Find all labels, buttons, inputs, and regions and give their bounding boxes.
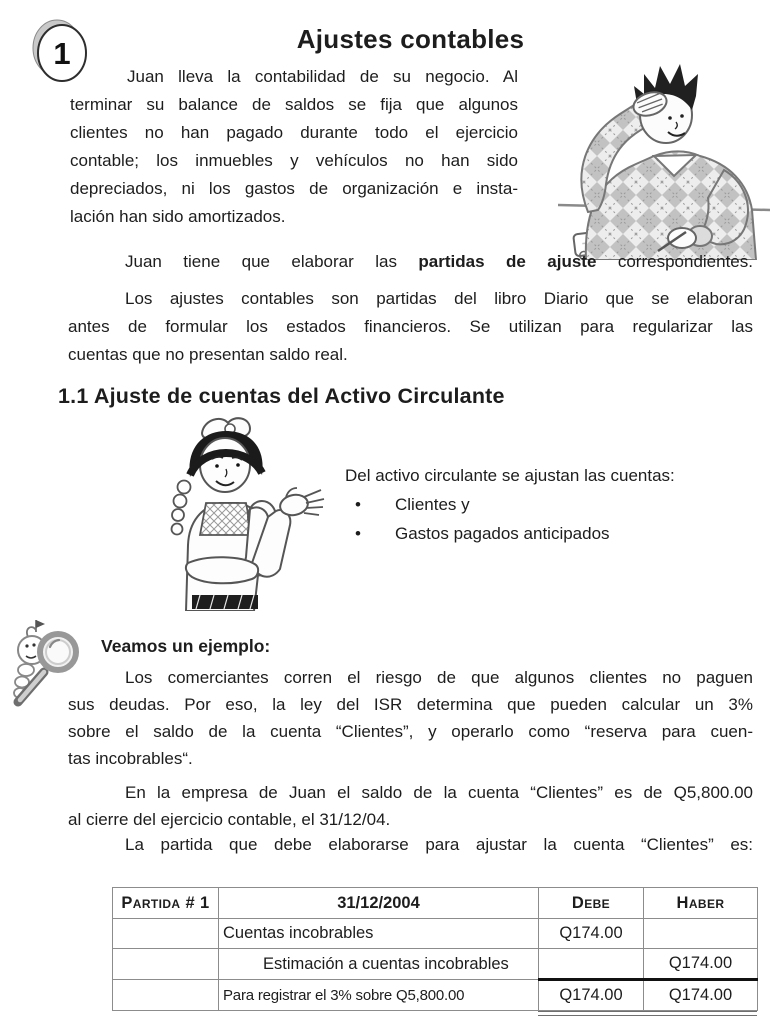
example-line: En la empresa de Juan el saldo de la cuenta “Clientes” es de Q5,800.00 xyxy=(125,783,753,802)
debe-header-cell: Debe xyxy=(539,888,644,919)
woman-presenting-illustration xyxy=(146,413,332,611)
task-text-pre: Juan tiene que elaborar las xyxy=(125,252,419,271)
man-writing-illustration xyxy=(558,52,770,260)
task-text-bold: partidas de ajuste xyxy=(418,252,597,271)
definition-line: Los ajustes contables son partidas del libro Diario que se elaboran xyxy=(125,289,753,308)
man-writing-icon xyxy=(558,52,770,260)
haber-cell: Q174.00 xyxy=(644,949,758,980)
intro-line: depreciados, ni los gastos de organización e insta- xyxy=(70,179,518,198)
list-item xyxy=(345,519,725,548)
intro-line: clientes no han pagado durante todo el ejercicio xyxy=(70,123,518,142)
chapter-number: 1 xyxy=(53,36,71,71)
bullet-icon: • xyxy=(355,524,361,543)
example-line: tas incobrables“. xyxy=(68,749,193,768)
haber-header-cell: Haber xyxy=(644,888,758,919)
definition-paragraph xyxy=(68,285,753,369)
table-row xyxy=(113,980,758,1011)
intro-paragraph xyxy=(70,63,518,231)
example-line: La partida que debe elaborarse para ajustar la cuenta “Clientes” es: xyxy=(125,835,753,854)
table-row xyxy=(113,949,758,980)
account-cell: Cuentas incobrables xyxy=(219,919,539,949)
woman-presenting-icon xyxy=(146,413,332,611)
intro-line: lación han sido amortizados. xyxy=(70,207,286,226)
intro-line: terminar su balance de saldos se fija que algunos xyxy=(70,95,518,114)
debe-cell: Q174.00 xyxy=(539,980,644,1011)
intro-line: Juan lleva la contabilidad de su negocio. Al xyxy=(127,67,518,86)
list-item-label: Clientes y xyxy=(395,495,470,514)
account-cell: Estimación a cuentas incobrables xyxy=(219,949,539,980)
example-line: al cierre del ejercicio contable, el 31/12/04. xyxy=(68,810,391,829)
haber-cell xyxy=(644,919,758,949)
task-paragraph xyxy=(68,248,753,276)
example-line: sobre el saldo de la cuenta “Clientes”, y operarlo como “reserva para cuen- xyxy=(68,722,753,741)
partida-cell xyxy=(113,980,219,1011)
example-line: sus deudas. Por eso, la ley del ISR determina que pueden calcular un 3% xyxy=(68,695,753,714)
partida-cell xyxy=(113,949,219,980)
example-paragraph-3 xyxy=(68,831,753,858)
definition-line: cuentas que no presentan saldo real. xyxy=(68,345,348,364)
table-row xyxy=(113,919,758,949)
debe-cell xyxy=(539,949,644,980)
example-line: Los comerciantes corren el riesgo de que algunos clientes no paguen xyxy=(125,668,753,687)
page-title: Ajustes contables xyxy=(296,24,525,54)
list-item-label: Gastos pagados anticipados xyxy=(395,524,610,543)
journal-entry-table xyxy=(112,887,758,1011)
table-header-row xyxy=(113,888,758,919)
list-item xyxy=(345,490,725,519)
haber-cell: Q174.00 xyxy=(644,980,758,1011)
example-paragraph-1 xyxy=(68,664,753,772)
definition-line: antes de formular los estados financieros. Se utilizan para regularizar las xyxy=(68,317,753,336)
partida-cell xyxy=(113,919,219,949)
account-cell: Para registrar el 3% sobre Q5,800.00 xyxy=(219,980,539,1011)
total-double-rule xyxy=(538,1011,757,1016)
intro-line: contable; los inmuebles y vehículos no han sido xyxy=(70,151,518,170)
bullet-icon: • xyxy=(355,495,361,514)
adjust-list-intro: Del activo circulante se ajustan las cuentas: xyxy=(345,466,675,485)
example-paragraph-2 xyxy=(68,779,753,833)
adjust-accounts-list xyxy=(345,461,725,548)
task-text-post: correspondientes. xyxy=(596,252,753,271)
debe-cell: Q174.00 xyxy=(539,919,644,949)
partida-header-cell: Partida # 1 xyxy=(113,888,219,919)
date-header-cell: 31/12/2004 xyxy=(219,888,539,919)
example-label: Veamos un ejemplo: xyxy=(101,636,271,656)
section-heading: 1.1 Ajuste de cuentas del Activo Circulante xyxy=(58,384,505,408)
